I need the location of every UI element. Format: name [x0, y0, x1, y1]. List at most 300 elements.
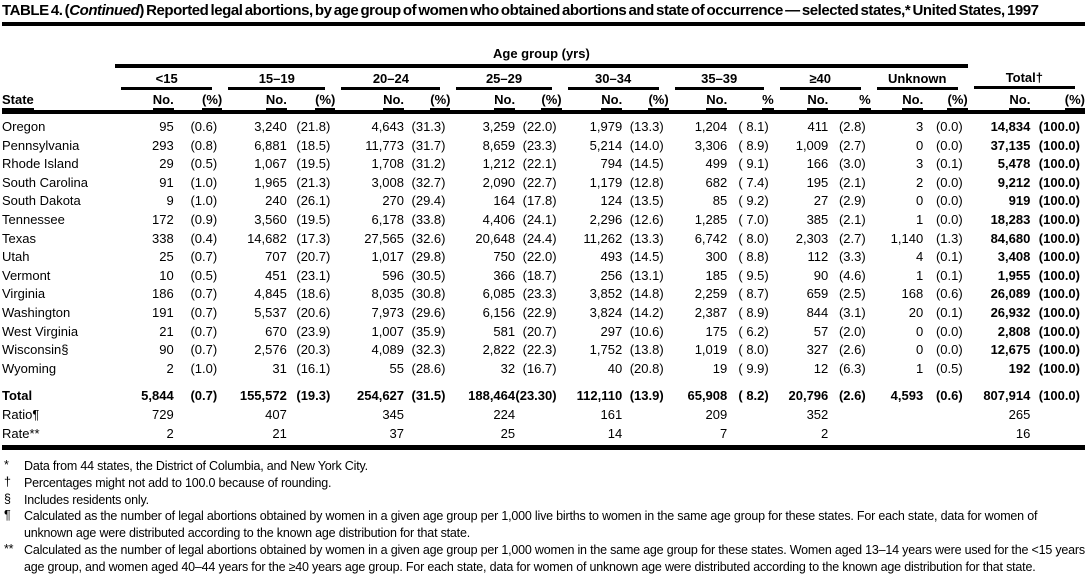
table-cell: (31.2) [411, 156, 446, 172]
no-column-label: No. [383, 92, 404, 110]
table-cell: 172 [152, 211, 174, 227]
table-row [2, 406, 1085, 425]
table-row [2, 341, 1085, 360]
header-row [2, 47, 1085, 66]
footnotes [2, 458, 1085, 576]
table-cell: 192 [1008, 360, 1031, 376]
table-cell: 659 [806, 286, 829, 302]
table-cell: (0.4) [190, 230, 218, 246]
table-cell: (0.8) [190, 137, 218, 153]
table-cell: (23.1) [296, 267, 331, 283]
table-cell: 14 [562, 425, 623, 448]
table-cell: (14.2) [629, 304, 664, 320]
table-cell: 14,834 [990, 119, 1031, 134]
table-cell [174, 425, 222, 448]
pct-column-header [515, 90, 561, 112]
table-cell: (19.3) [296, 388, 331, 404]
table-cell: 209 [705, 406, 728, 422]
table-cell: 37,135 [990, 137, 1031, 153]
no-column-label: No. [494, 92, 515, 110]
table-cell: 20 [908, 304, 924, 320]
no-column-label: No. [902, 92, 923, 110]
table-cell [174, 406, 222, 425]
table-cell: 2 [774, 425, 829, 448]
table-cell: ( 9.2) [738, 193, 769, 209]
spacer-cell [2, 47, 115, 66]
table-cell: (12.6) [629, 211, 664, 227]
table-cell: ( 8.7) [738, 286, 769, 302]
table-cell [404, 406, 450, 425]
table-cell: 9,212 [997, 174, 1031, 190]
table-cell: 12 [813, 360, 829, 376]
table-cell [515, 406, 561, 425]
table-cell: (29.8) [411, 249, 446, 265]
table-cell: (0.0) [935, 211, 963, 227]
no-column-header [871, 90, 924, 112]
table-cell: (0.7) [190, 342, 218, 358]
table-row [2, 248, 1085, 267]
table-cell: 1,007 [371, 323, 405, 339]
state-cell: Vermont [2, 267, 51, 283]
table-cell: 27 [813, 193, 829, 209]
column-group-header [774, 66, 871, 90]
column-group-header [335, 66, 450, 90]
table-cell: 90 [159, 342, 174, 358]
table-row [2, 137, 1085, 156]
table-cell: ( 8.9) [738, 304, 769, 320]
column-group-header [562, 66, 669, 90]
pct-column-label: (%) [947, 92, 967, 110]
table-cell: 195 [806, 174, 829, 190]
table-cell: 1 [915, 211, 924, 227]
table-cell: 4,845 [254, 286, 287, 302]
table-row [2, 211, 1085, 230]
table-cell: 2,090 [482, 174, 516, 190]
table-row [2, 192, 1085, 211]
table-cell: 3,259 [482, 119, 516, 134]
title-prefix: TABLE 4. ( [2, 2, 70, 19]
table-cell: 4,593 [890, 388, 924, 404]
table-cell: (35.9) [411, 323, 446, 339]
table-cell: (13.9) [629, 388, 664, 404]
table-cell: (13.5) [629, 193, 664, 209]
column-group-label: 30–34 [568, 71, 659, 90]
table-cell: (100.0) [1038, 267, 1080, 283]
pct-column-label: (%) [541, 92, 561, 110]
table-cell: 352 [806, 406, 829, 422]
table-cell: 1,708 [371, 156, 405, 172]
table-cell: (13.3) [629, 230, 664, 246]
table-cell: (2.9) [838, 193, 866, 209]
table-cell: 1,019 [694, 342, 728, 358]
table-cell: (2.1) [838, 211, 866, 227]
table-cell [871, 425, 924, 448]
table-cell: (31.5) [411, 388, 446, 404]
column-group-header [222, 66, 335, 90]
table-cell: (18.5) [296, 137, 331, 153]
table-cell: 175 [705, 323, 728, 339]
table-cell: (100.0) [1038, 193, 1080, 209]
table-cell: 11,773 [365, 137, 405, 153]
table-cell: 185 [705, 267, 728, 283]
table-cell: (0.1) [935, 156, 963, 172]
column-group-label: 15–19 [228, 71, 325, 90]
table-cell: 1,067 [254, 156, 287, 172]
table-cell [404, 425, 450, 448]
table-cell: 9 [166, 193, 174, 209]
table-cell [1030, 406, 1085, 425]
table-cell: 7 [669, 425, 728, 448]
table-cell: 5,214 [589, 137, 623, 153]
table-cell [1030, 425, 1085, 448]
pct-column-label: (%) [315, 92, 335, 110]
table-cell: (23.9) [296, 323, 331, 339]
table-cell: 2,808 [997, 323, 1031, 339]
table-cell: 682 [705, 174, 728, 190]
table-cell: (100.0) [1038, 388, 1080, 404]
table-cell: (22.9) [522, 304, 557, 320]
table-cell: 1 [915, 360, 924, 376]
table-cell [923, 406, 967, 425]
table-cell: (6.3) [838, 360, 866, 376]
table-cell: 729 [152, 406, 174, 422]
table-cell: (16.1) [296, 360, 331, 376]
table-cell: (0.7) [190, 323, 218, 339]
table-cell: (2.1) [838, 174, 866, 190]
table-cell: (14.5) [629, 156, 664, 172]
table-cell: (24.1) [522, 211, 557, 227]
table-cell: (16.7) [522, 360, 557, 376]
column-group-label: <15 [121, 71, 212, 90]
table-cell: 6,742 [694, 230, 728, 246]
table-cell: 3,008 [371, 174, 405, 190]
table-cell: (22.3) [522, 342, 557, 358]
table-cell: 493 [600, 249, 623, 265]
table-cell: 270 [382, 193, 405, 209]
table-cell: (13.8) [629, 342, 664, 358]
table-cell [622, 425, 668, 448]
table-cell: 32 [500, 360, 516, 376]
table-cell: 84,680 [990, 230, 1031, 246]
table-cell: (0.7) [190, 249, 218, 265]
no-column-label: No. [153, 92, 174, 110]
table-cell: 407 [265, 406, 287, 422]
table-cell: (32.3) [411, 342, 446, 358]
table-cell [287, 406, 335, 425]
footnote-text: Percentages might not add to 100.0 because of rounding. [24, 475, 332, 490]
table-cell: (100.0) [1038, 360, 1080, 376]
table-cell: 1,212 [482, 156, 516, 172]
table-cell: 6,156 [482, 304, 516, 320]
table-cell: (30.8) [411, 286, 446, 302]
table-cell: (3.1) [838, 304, 866, 320]
no-column-label: No. [807, 92, 828, 110]
table-cell: 25 [450, 425, 515, 448]
table-cell: 1,285 [694, 211, 728, 227]
table-cell: (100.0) [1038, 137, 1080, 153]
title-text: ) Reported legal abortions, by age group of women who obtained abortions and state of occurrence — selected states,* United States, 1997 [139, 2, 1039, 19]
state-cell: Texas [2, 230, 36, 246]
table-cell: 6,178 [371, 211, 405, 227]
table-cell: (22.1) [522, 156, 557, 172]
table-cell: 1,965 [254, 174, 287, 190]
table-cell: 3,306 [694, 137, 728, 153]
table-cell: 186 [152, 286, 174, 302]
state-column-header [2, 90, 115, 112]
table-cell: 90 [813, 267, 829, 283]
state-cell: South Carolina [2, 174, 88, 190]
table-cell: 5,537 [254, 304, 287, 320]
table-row [2, 378, 1085, 406]
table-cell: (0.1) [935, 267, 963, 283]
table-cell: 112,110 [576, 388, 623, 404]
pct-column-header [923, 90, 967, 112]
table-cell: 1,017 [371, 249, 405, 265]
table-row [2, 112, 1085, 137]
state-cell: Utah [2, 249, 30, 265]
table-cell: (0.0) [935, 323, 963, 339]
pct-column-header [174, 90, 222, 112]
column-group-header [450, 66, 561, 90]
column-group-label: Unknown [877, 71, 958, 90]
table-cell: (14.5) [629, 249, 664, 265]
table-cell: (32.6) [411, 230, 446, 246]
table-cell: (0.1) [935, 304, 963, 320]
table-cell: 18,283 [990, 211, 1031, 227]
table-cell: 4,643 [371, 119, 405, 134]
table-cell: (0.5) [190, 267, 218, 283]
table-cell: (1.0) [190, 193, 218, 209]
state-cell: West Virginia [2, 323, 79, 339]
table-cell [727, 425, 773, 448]
table-cell: 1,179 [589, 174, 623, 190]
table-cell: 3 [915, 156, 924, 172]
table-cell: (0.6) [935, 286, 963, 302]
table-cell: ( 6.2) [738, 323, 769, 339]
table-row [2, 155, 1085, 174]
table-cell: 19 [712, 360, 728, 376]
table-cell: 20,796 [788, 388, 829, 404]
table-cell: 3,408 [997, 249, 1031, 265]
table-cell: 327 [806, 342, 829, 358]
table-row [2, 267, 1085, 286]
table-cell: 112 [807, 249, 829, 265]
table-cell: 25 [159, 249, 174, 265]
table-cell: 1,752 [589, 342, 623, 358]
state-cell: Rate** [2, 425, 115, 448]
footnote [2, 542, 1085, 576]
spacer-cell [2, 66, 115, 90]
table-cell: 254,627 [357, 388, 405, 404]
table-cell: 224 [493, 406, 516, 422]
table-cell: (23.30) [515, 388, 557, 404]
table-cell: (20.3) [296, 342, 331, 358]
table-cell: (100.0) [1038, 119, 1080, 134]
table-cell: (17.3) [296, 230, 331, 246]
table-cell: 2,822 [482, 342, 516, 358]
table-cell: (20.6) [296, 304, 331, 320]
table-cell: 0 [915, 193, 924, 209]
table-cell: (0.5) [935, 360, 963, 376]
table-cell: 6,881 [254, 137, 287, 153]
state-cell: Wisconsin§ [2, 342, 69, 358]
header-row [2, 90, 1085, 112]
table-cell: 807,914 [983, 388, 1031, 404]
table-cell: (1.0) [190, 360, 218, 376]
pct-column-header [404, 90, 450, 112]
table-cell: ( 7.0) [738, 211, 769, 227]
table-cell: 499 [705, 156, 728, 172]
table-cell: 596 [382, 267, 405, 283]
table-cell: 8,035 [371, 286, 405, 302]
table-row [2, 360, 1085, 379]
table-cell [622, 406, 668, 425]
table-cell: 191 [152, 304, 174, 320]
table-cell: 293 [152, 137, 174, 153]
table-cell: (19.5) [296, 211, 331, 227]
footnote-marker: § [4, 491, 11, 506]
table-cell: ( 8.1) [738, 119, 769, 134]
table-cell: (31.3) [411, 119, 446, 134]
state-cell: Oregon [2, 119, 46, 134]
table-cell [828, 425, 870, 448]
table-cell: (100.0) [1038, 304, 1080, 320]
table-cell: (100.0) [1038, 211, 1080, 227]
no-column-header [222, 90, 287, 112]
table-cell: (1.3) [935, 230, 963, 246]
table-cell: (0.1) [935, 249, 963, 265]
table-cell: ( 7.4) [738, 174, 769, 190]
table-cell: 124 [600, 193, 623, 209]
age-group-span-header: Age group (yrs) [115, 47, 968, 66]
table-cell: 37 [335, 425, 404, 448]
table-cell: (20.8) [629, 360, 664, 376]
table-cell: 297 [600, 323, 623, 339]
table-cell: ( 8.0) [738, 342, 769, 358]
table-cell: 20,648 [475, 230, 516, 246]
table-cell: (28.6) [411, 360, 446, 376]
table-cell: 57 [813, 323, 829, 339]
table-cell: 300 [705, 249, 728, 265]
table-cell: 5,844 [141, 388, 174, 404]
table-cell: 366 [493, 267, 516, 283]
footnote [2, 492, 1085, 509]
column-group-label: 25–29 [456, 71, 551, 90]
pct-column-label: % [859, 92, 871, 110]
state-cell: Ratio¶ [2, 406, 40, 422]
table-cell: (1.0) [190, 174, 218, 190]
table-cell: (13.3) [629, 119, 664, 134]
table-cell: (100.0) [1038, 323, 1080, 339]
table-row [2, 323, 1085, 342]
table-cell: 411 [807, 119, 829, 134]
table-cell: (0.0) [935, 342, 963, 358]
table-cell: (24.4) [522, 230, 557, 246]
pct-column-header [828, 90, 870, 112]
table-cell: (26.1) [296, 193, 331, 209]
table-cell [727, 406, 773, 425]
table-cell: 707 [265, 249, 287, 265]
table-cell: (3.0) [838, 156, 866, 172]
table-cell: 21 [159, 323, 174, 339]
pct-column-header [727, 90, 773, 112]
footnote-text: Calculated as the number of legal abortions obtained by women in a given age group per 1,000 live births to women in the same age group for these states. For each state, data for women of unknown age were distributed according to the known age distribution for that state. [24, 509, 1038, 541]
table-cell: (0.6) [190, 119, 218, 134]
table-cell: ( 9.9) [738, 360, 769, 376]
table-cell: (0.7) [190, 388, 218, 404]
table-cell: (29.4) [411, 193, 446, 209]
column-group-label: 35–39 [675, 71, 764, 90]
table-cell: 85 [712, 193, 728, 209]
table-cell: 29 [159, 156, 174, 172]
table-cell: (0.7) [190, 304, 218, 320]
table-cell: 3,824 [589, 304, 623, 320]
table-cell: 1,140 [890, 230, 924, 246]
pct-column-label: (%) [648, 92, 668, 110]
table-cell: (100.0) [1038, 249, 1080, 265]
table-cell: (10.6) [629, 323, 664, 339]
table-cell: 91 [159, 174, 174, 190]
table-cell: 240 [265, 193, 287, 209]
abortions-table [2, 47, 1085, 450]
table-cell: 4,406 [482, 211, 516, 227]
table-cell: 4 [915, 249, 924, 265]
table-cell: 1,955 [997, 267, 1031, 283]
table-cell: 3 [915, 119, 924, 134]
state-cell: Rhode Island [2, 156, 79, 172]
table-cell: 345 [382, 406, 405, 422]
table-cell: (13.1) [629, 267, 664, 283]
table-cell: 55 [389, 360, 405, 376]
table-cell: 12,675 [990, 342, 1031, 358]
table-cell: 0 [915, 323, 924, 339]
table-cell: (23.3) [522, 286, 557, 302]
table-cell: (0.0) [935, 137, 963, 153]
column-group-header [669, 66, 774, 90]
spacer-cell [968, 47, 1085, 66]
table-cell: (100.0) [1038, 342, 1080, 358]
table-cell: (0.5) [190, 156, 218, 172]
state-cell: Pennsylvania [2, 137, 80, 153]
table-row [2, 425, 1085, 448]
table-cell: ( 8.2) [738, 388, 769, 404]
table-cell: (2.6) [838, 388, 866, 404]
title-continued: Continued [69, 2, 140, 19]
footnote [2, 458, 1085, 475]
table-cell: (2.0) [838, 323, 866, 339]
pct-column-header [1030, 90, 1085, 112]
table-cell: 5,478 [997, 156, 1031, 172]
table-cell: 1,204 [694, 119, 728, 134]
pct-column-header [622, 90, 668, 112]
table-cell: 3,240 [254, 119, 287, 134]
table-cell: (0.0) [935, 193, 963, 209]
no-column-header [562, 90, 623, 112]
table-cell: 385 [806, 211, 829, 227]
table-cell: 14,682 [247, 230, 287, 246]
table-cell: (22.0) [522, 249, 557, 265]
table-cell [287, 425, 335, 448]
state-cell: Tennessee [2, 211, 65, 227]
table-cell: (0.7) [190, 286, 218, 302]
table-cell: 4,089 [371, 342, 405, 358]
table-cell: 3,852 [589, 286, 623, 302]
state-cell: Virginia [2, 286, 46, 302]
table-cell: (21.3) [296, 174, 331, 190]
table-cell: 338 [152, 230, 174, 246]
table-cell: 0 [915, 342, 924, 358]
table-cell: 2,296 [589, 211, 623, 227]
